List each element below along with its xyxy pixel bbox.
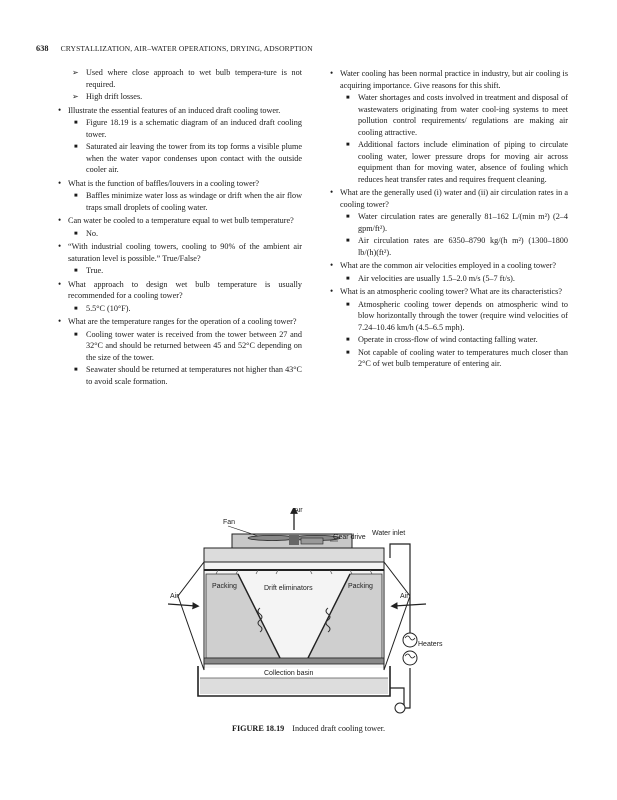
item-text: Air velocities are usually 1.5–2.0 m/s (5–7 ft/s).: [358, 273, 515, 283]
item-text: Water cooling has been normal practice in industry, but air cooling is acquiring importance. Give reasons for this shift.: [340, 69, 568, 90]
item-text: Can water be cooled to a temperature equal to wet bulb temperature?: [68, 216, 294, 225]
right-column-item: [332, 187, 568, 210]
air-in-left-arrow: [168, 604, 196, 606]
item-text: Cooling tower water is received from the tower between 27 and 32°C and should be returned between 45 and 52°C depending on the size of the tower.: [86, 329, 302, 362]
square-bullet-marker: ■: [346, 337, 350, 343]
item-text: Water shortages and costs involved in treatment and disposal of wastewaters originating from water cool-ing systems to meet pollution control requirements/ regulations are making air cooling attractive.: [358, 93, 568, 137]
item-text: Used where close approach to wet bulb tempera-ture is not required.: [86, 68, 302, 89]
bullet-marker: •: [58, 278, 62, 289]
square-bullet-marker: ■: [74, 367, 78, 373]
square-bullet-marker: ■: [346, 214, 350, 220]
left-column-item: [60, 178, 302, 190]
item-text: Baffles minimize water loss as windage or drift when the air flow traps small droplets of cooling water.: [86, 191, 302, 212]
arrow-bullet-marker: ➢: [72, 68, 79, 77]
label-air-top: Air: [294, 508, 303, 514]
square-bullet-marker: ■: [74, 305, 78, 312]
left-column-item: [60, 105, 302, 117]
bullet-marker: •: [58, 104, 62, 115]
label-heaters: Heaters: [418, 641, 443, 648]
square-bullet-marker: ■: [346, 349, 350, 356]
item-text: What are the generally used (i) water and (ii) air circulation rates in a cooling tower?: [340, 188, 568, 209]
right-column-item: [332, 211, 568, 234]
item-text: Atmospheric cooling tower depends on atmospheric wind to blow horizontally through the tower (require wind velocities of 7.24–10.46 km/h (4.5–6.5 mph).: [358, 299, 568, 332]
water-inlet-pipe: [390, 544, 410, 633]
item-text: What are the temperature ranges for the operation of a cooling tower?: [68, 317, 297, 326]
left-column-item: [60, 215, 302, 227]
page-number: 638: [36, 44, 49, 53]
right-column-item: [332, 299, 568, 334]
label-fan: Fan: [223, 519, 236, 526]
return-pipe: [405, 668, 410, 708]
fan-blade-left: [248, 536, 296, 541]
left-column-item: [60, 241, 302, 264]
heater-1: [403, 651, 417, 665]
square-bullet-marker: ■: [346, 275, 350, 282]
item-text: High drift losses.: [86, 92, 143, 101]
figure-caption: [0, 724, 617, 733]
item-text: 5.5°C (10°F).: [86, 303, 131, 313]
left-column-item: [60, 316, 302, 328]
running-title: CRYSTALLIZATION, AIR–WATER OPERATIONS, DRYING, ADSORPTION: [60, 44, 313, 53]
label-collection-basin: Collection basin: [264, 670, 314, 677]
basin-water: [200, 678, 388, 694]
left-column-item: [60, 303, 302, 315]
square-bullet-marker: ■: [74, 144, 78, 150]
support-beam: [204, 658, 384, 664]
running-header: [36, 44, 313, 53]
cooling-tower-diagram: [168, 508, 450, 720]
caption-text: Induced draft cooling tower.: [292, 724, 386, 733]
fan-deck: [204, 548, 384, 562]
right-column-item: [332, 260, 568, 272]
right-column-item: [332, 139, 568, 185]
label-gear-drive: Gear drive: [333, 534, 366, 541]
left-column-item: [60, 67, 302, 90]
label-packing-right: Packing: [348, 583, 373, 590]
bullet-marker: •: [330, 260, 334, 270]
bullet-marker: •: [330, 286, 334, 296]
left-column-item: [60, 364, 302, 387]
square-bullet-marker: ■: [346, 301, 350, 308]
item-text: What approach to design wet bulb temperature is usually recommended for a cooling tower?: [68, 279, 302, 300]
bullet-marker: •: [58, 316, 62, 326]
right-column-item: [332, 334, 568, 346]
item-text: Figure 18.19 is a schematic diagram of an induced draft cooling tower.: [86, 118, 302, 139]
gear-drive: [301, 538, 323, 544]
left-column-item: [60, 91, 302, 103]
item-text: Illustrate the essential features of an induced draft cooling tower.: [68, 105, 281, 115]
bullet-marker: •: [58, 177, 62, 188]
item-text: What is an atmospheric cooling tower? What are its characteristics?: [340, 287, 562, 296]
square-bullet-marker: ■: [74, 193, 78, 199]
right-column-item: [332, 92, 568, 138]
right-column-item: [332, 273, 568, 285]
item-text: Additional factors include elimination of piping to circulate cooling water, lower pressure drops for moving air across equipment than for moving water, absence of fouling which reduces heat transfer rates and requires frequent cleaning.: [358, 140, 568, 184]
bullet-marker: •: [330, 68, 334, 78]
bullet-marker: •: [58, 241, 62, 251]
right-column-item: [332, 68, 568, 91]
item-text: Not capable of cooling water to temperatures much closer than 2°C of wet bulb temperature of entering air.: [358, 347, 568, 368]
fan-hub: [289, 535, 299, 545]
square-bullet-marker: ■: [74, 331, 78, 338]
right-column-item: [332, 235, 568, 258]
item-text: “With industrial cooling towers, cooling to 90% of the ambient air saturation level is possible.” True/False?: [68, 242, 302, 263]
tower-left-wall: [178, 562, 204, 670]
item-text: What is the function of baffles/louvers in a cooling tower?: [68, 178, 260, 188]
bullet-marker: •: [58, 215, 62, 225]
caption-number: FIGURE 18.19: [231, 724, 285, 733]
label-water-inlet: Water inlet: [372, 530, 406, 537]
left-column-item: [60, 329, 302, 364]
left-column-item: [60, 141, 302, 176]
item-text: True.: [86, 266, 104, 275]
bullet-marker: •: [330, 187, 334, 197]
square-bullet-marker: ■: [346, 142, 350, 148]
left-column-item: [60, 228, 302, 240]
item-text: What are the common air velocities employed in a cooling tower?: [340, 261, 556, 270]
left-column-item: [60, 117, 302, 140]
item-text: No.: [86, 228, 99, 238]
heater-2: [403, 633, 417, 647]
item-text: Operate in cross-flow of wind contacting falling water.: [358, 335, 538, 344]
item-text: Seawater should be returned at temperatures not higher than 43°C to avoid scale formation.: [86, 365, 302, 386]
label-drift-eliminators: Drift eliminators: [264, 585, 313, 592]
left-column-item: [60, 265, 302, 277]
item-text: Water circulation rates are generally 81–162 L/(min m²) (2–4 gpm/ft²).: [358, 212, 568, 233]
pump: [395, 703, 405, 713]
label-air-left: Air: [170, 593, 179, 600]
right-column-item: [332, 286, 568, 298]
arrow-bullet-marker: ➢: [72, 92, 79, 101]
item-text: Air circulation rates are 6350–8790 kg/(h m²) (1300–1800 lb/(h)(ft²).: [358, 236, 568, 257]
label-packing-left: Packing: [212, 583, 237, 590]
square-bullet-marker: ■: [74, 120, 78, 126]
left-column-item: [60, 279, 302, 302]
right-column: [332, 66, 568, 370]
square-bullet-marker: ■: [346, 238, 350, 244]
right-column-item: [332, 347, 568, 370]
item-text: Saturated air leaving the tower from its top forms a visible plume when the water vapor condenses upon contact with the outside cooler air.: [86, 142, 302, 174]
square-bullet-marker: ■: [74, 268, 78, 274]
label-air-right: Air: [400, 593, 409, 600]
left-column-item: [60, 190, 302, 213]
square-bullet-marker: ■: [74, 230, 78, 237]
square-bullet-marker: ■: [346, 95, 350, 101]
left-column: [60, 66, 302, 387]
